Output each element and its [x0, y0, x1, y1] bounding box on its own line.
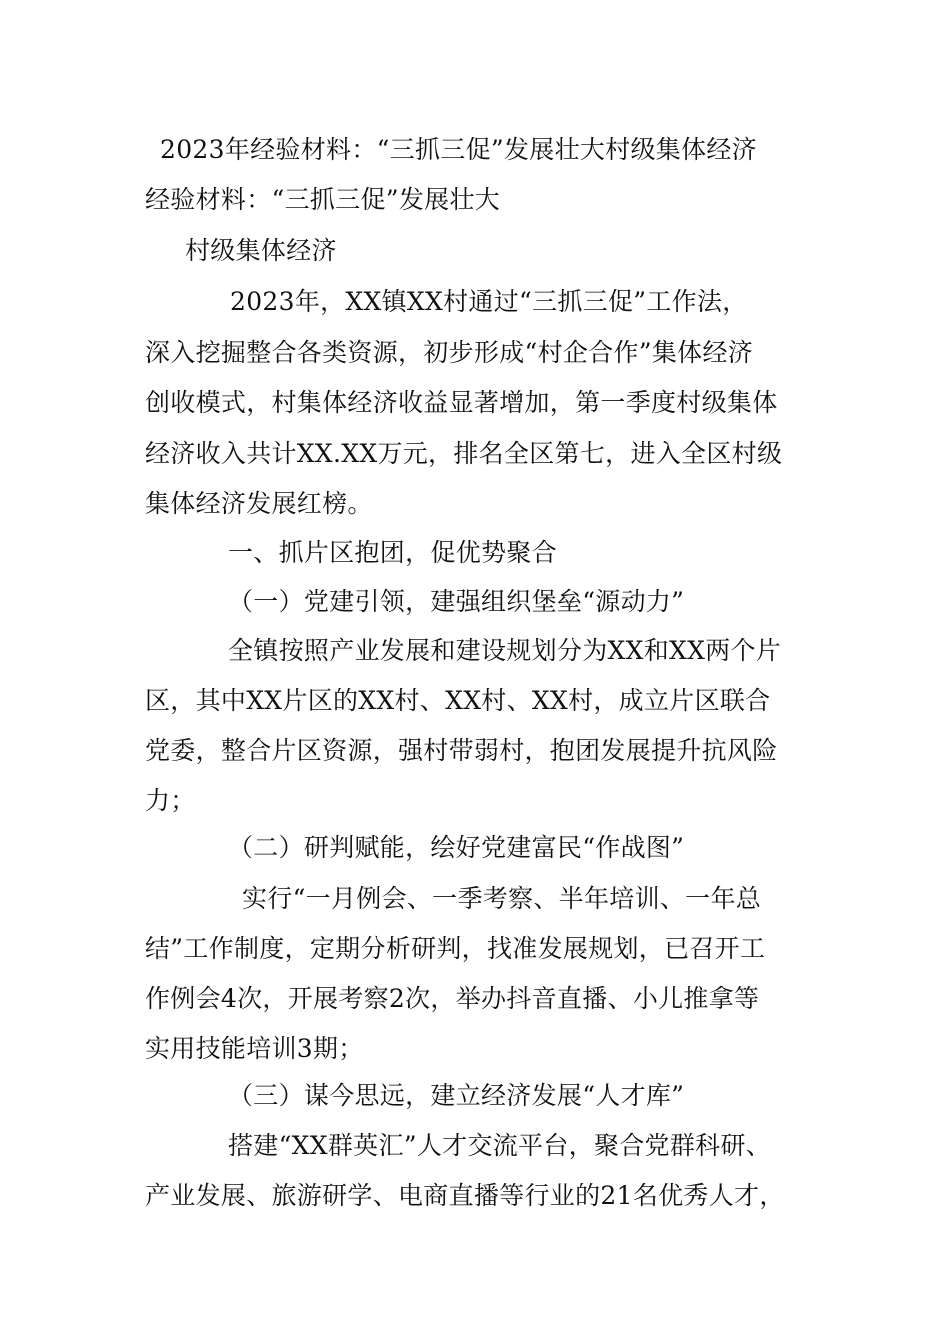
section-heading: 一、抓片区抱团，促优势聚合	[228, 538, 557, 567]
intro-line: 深入挖掘整合各类资源，初步形成“村企合作”集体经济	[145, 338, 754, 367]
document-title-line-1: 2023年经验材料：“三抓三促”发展壮大村级集体经济	[160, 135, 757, 164]
paragraph-line: 实用技能培训3期；	[145, 1034, 364, 1063]
subsection-heading: （二）研判赋能，绘好党建富民“作战图”	[228, 833, 685, 862]
paragraph-line: 作例会4次，开展考察2次，举办抖音直播、小儿推拿等	[145, 984, 760, 1013]
intro-line: 2023年，XX镇XX村通过“三抓三促”工作法，	[230, 287, 748, 316]
intro-line: 创收模式，村集体经济收益显著增加，第一季度村级集体	[145, 388, 778, 417]
paragraph-line: 产业发展、旅游研学、电商直播等行业的21名优秀人才，	[145, 1181, 785, 1210]
paragraph-line: 区，其中XX片区的XX村、XX村、XX村，成立片区联合	[145, 686, 771, 715]
paragraph-line: 力；	[145, 786, 196, 815]
paragraph-line: 全镇按照产业发展和建设规划分为XX和XX两个片	[228, 636, 782, 665]
document-title-line-2: 经验材料：“三抓三促”发展壮大	[145, 185, 501, 214]
paragraph-line: 实行“一月例会、一季考察、半年培训、一年总	[242, 884, 762, 913]
intro-line: 集体经济发展红榜。	[145, 489, 373, 518]
subsection-heading: （一）党建引领，建强组织堡垒“源动力”	[228, 587, 685, 616]
paragraph-line: 党委，整合片区资源，强村带弱村，抱团发展提升抗风险	[145, 736, 778, 765]
subsection-heading: （三）谋今思远，建立经济发展“人才库”	[228, 1081, 685, 1110]
intro-line: 经济收入共计XX.XX万元，排名全区第七，进入全区村级	[145, 439, 783, 468]
paragraph-line: 搭建“XX群英汇”人才交流平台，聚合党群科研、	[228, 1131, 772, 1160]
document-title-line-3: 村级集体经济	[185, 236, 337, 265]
paragraph-line: 结”工作制度，定期分析研判，找准发展规划，已召开工	[145, 934, 766, 963]
